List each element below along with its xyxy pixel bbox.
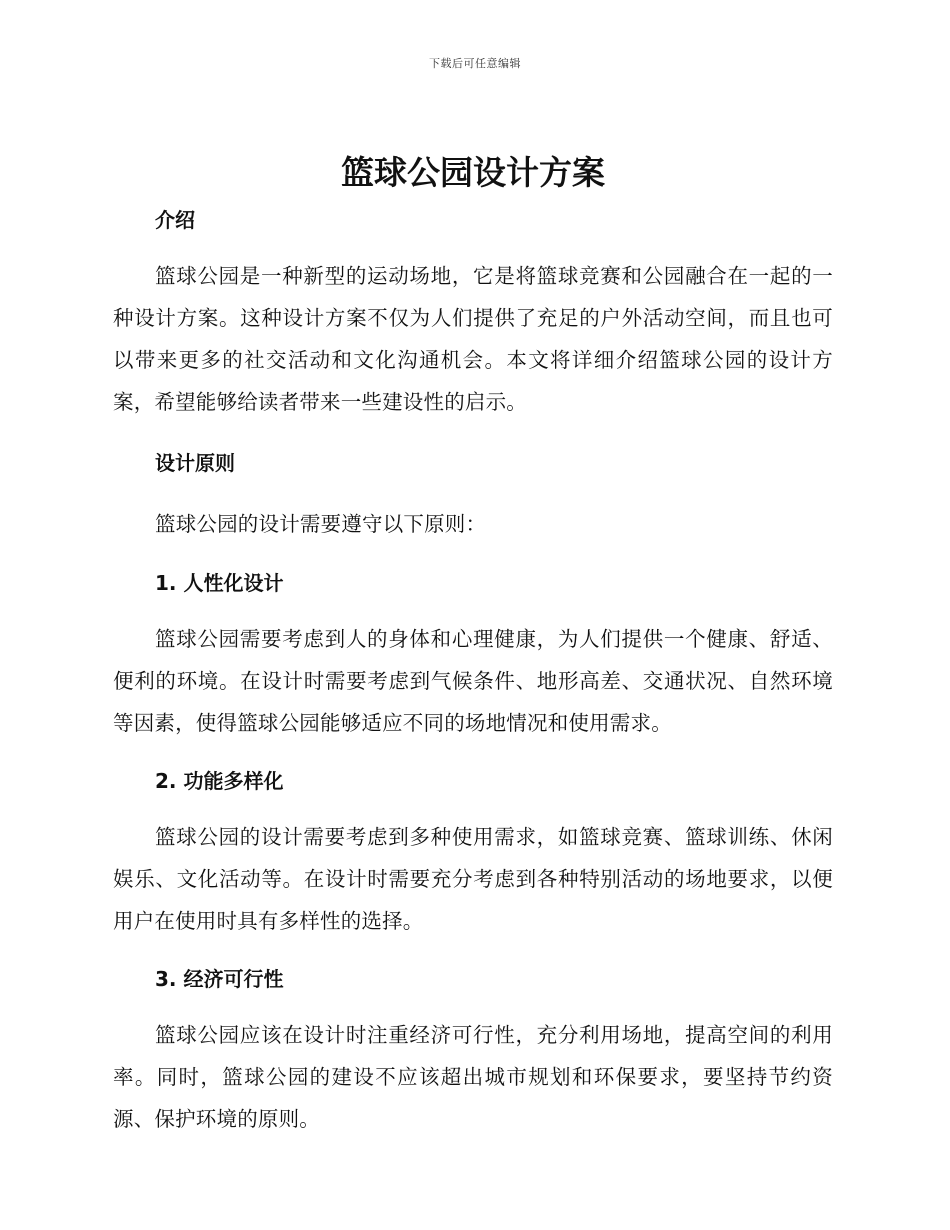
document-body xyxy=(113,145,833,1140)
principles-heading: 设计原则 xyxy=(155,451,235,475)
header-note: 下载后可任意编辑 xyxy=(429,57,521,70)
principle-3-heading: 3. 经济可行性 xyxy=(155,967,284,991)
principle-1-paragraph: 篮球公园需要考虑到人的身体和心理健康，为人们提供一个健康、舒适、便利的环境。在设计时需要考虑到气候条件、地形高差、交通状况、自然环境等因素，使得篮球公园能够适应不同的场地情况和使用需求。 xyxy=(113,627,833,735)
principle-2-paragraph: 篮球公园的设计需要考虑到多种使用需求，如篮球竞赛、篮球训练、休闲娱乐、文化活动等。在设计时需要充分考虑到各种特别活动的场地要求，以便用户在使用时具有多样性的选择。 xyxy=(113,825,833,933)
intro-paragraph: 篮球公园是一种新型的运动场地，它是将篮球竞赛和公园融合在一起的一种设计方案。这种设计方案不仅为人们提供了充足的户外活动空间，而且也可以带来更多的社交活动和文化沟通机会。本文将详细介绍篮球公园的设计方案，希望能够给读者带来一些建设性的启示。 xyxy=(113,264,833,414)
principle-2-heading: 2. 功能多样化 xyxy=(155,769,284,793)
intro-heading: 介绍 xyxy=(155,208,195,232)
document-title: 篮球公园设计方案 xyxy=(341,153,605,192)
principles-paragraph: 篮球公园的设计需要遵守以下原则： xyxy=(155,512,487,536)
principle-1-heading: 1. 人性化设计 xyxy=(155,571,284,595)
principle-3-paragraph: 篮球公园应该在设计时注重经济可行性，充分利用场地，提高空间的利用率。同时，篮球公园的建设不应该超出城市规划和环保要求，要坚持节约资源、保护环境的原则。 xyxy=(113,1023,833,1131)
